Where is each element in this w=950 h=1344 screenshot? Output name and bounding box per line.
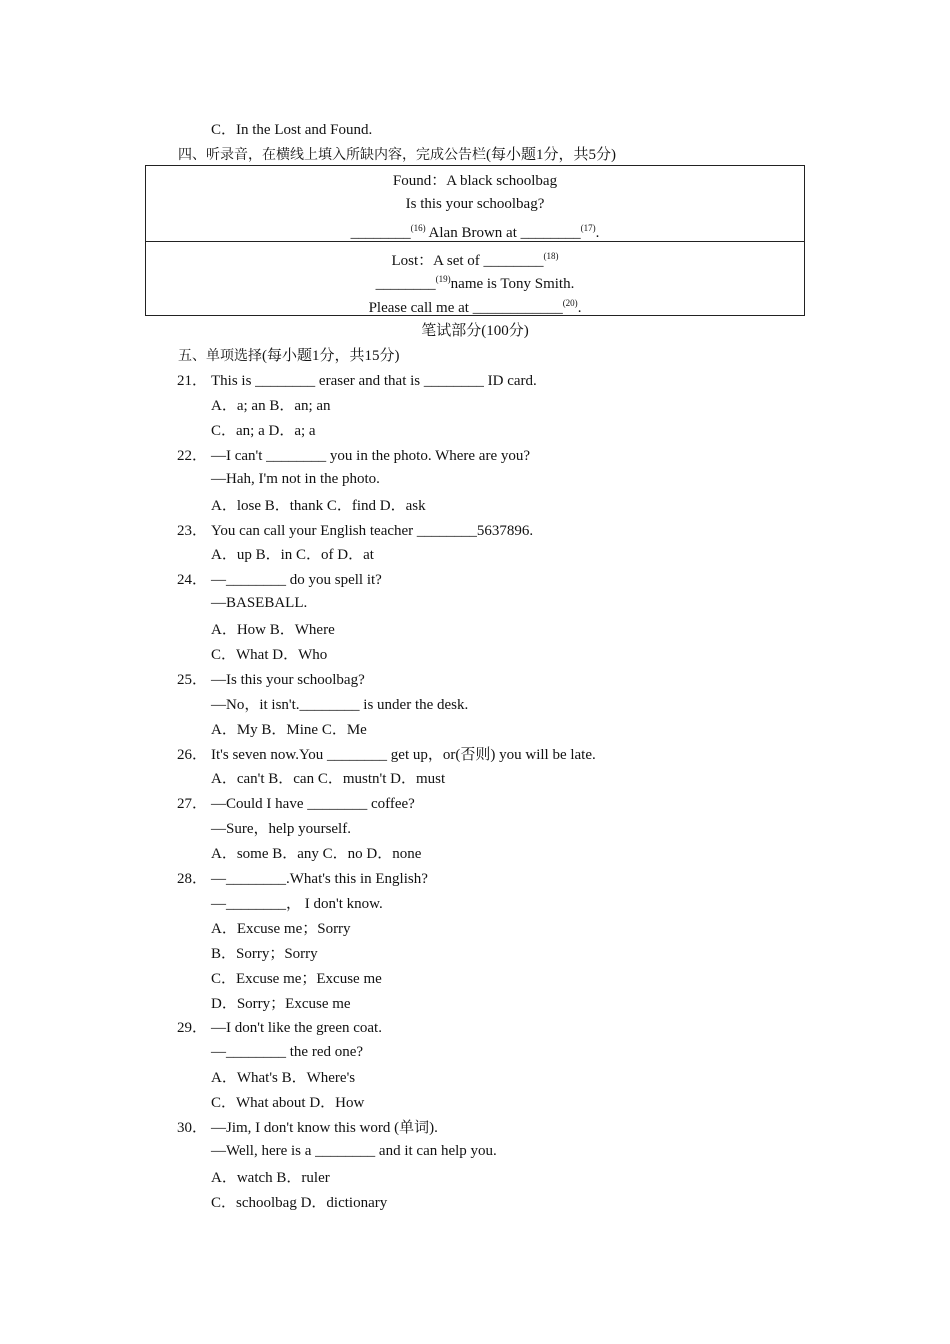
question-stem	[177, 795, 415, 813]
answer-options[interactable]: C．an; a D．a; a	[211, 423, 316, 439]
answer-options[interactable]: C．What D．Who	[211, 647, 328, 663]
lost-text: Please call me at	[368, 300, 473, 316]
question-stem	[177, 746, 596, 764]
question-stem	[177, 447, 530, 465]
question-number: 26．	[177, 747, 208, 763]
blank[interactable]: ________	[350, 225, 411, 241]
notice-board	[145, 165, 805, 316]
answer-options[interactable]: D．Sorry；Excuse me	[211, 996, 351, 1012]
answer-options[interactable]: C．Excuse me；Excuse me	[211, 971, 382, 987]
blank[interactable]: ________	[375, 276, 436, 292]
question-text: —Hah, I'm not in the photo.	[211, 471, 380, 487]
lost-text: name is Tony Smith.	[450, 276, 575, 292]
question-text: —________， I don't know.	[211, 896, 383, 912]
found-end: .	[595, 225, 600, 241]
question-stem	[177, 870, 428, 888]
found-line-3	[146, 219, 804, 242]
question-stem	[177, 1019, 382, 1037]
question-text: —BASEBALL.	[211, 595, 308, 611]
section-5-score: (每小题1分，共15分)	[262, 348, 400, 364]
lost-end: .	[577, 300, 582, 316]
blank-number: (16)	[410, 223, 426, 233]
found-title: Found：A black schoolbag	[392, 173, 558, 189]
blank[interactable]: ________	[483, 253, 544, 269]
question-text: You can call your English teacher ________5637896.	[211, 523, 534, 539]
option-line: C．In the Lost and Found.	[211, 122, 373, 138]
blank-number: (19)	[435, 274, 451, 284]
question-number: 21．	[177, 373, 208, 389]
question-number: 28．	[177, 871, 208, 887]
answer-options[interactable]: A．some B．any C．no D．none	[211, 846, 422, 862]
question-text: —Is this your schoolbag?	[211, 672, 365, 688]
section-5-heading	[178, 347, 400, 365]
section-5-title: 五、单项选择	[178, 348, 262, 364]
question-number: 23．	[177, 523, 208, 539]
found-question: Is this your schoolbag?	[405, 196, 545, 212]
answer-options[interactable]: A．watch B．ruler	[211, 1170, 330, 1186]
lost-title	[146, 247, 804, 270]
question-number: 27．	[177, 796, 208, 812]
answer-options[interactable]: A．Excuse me；Sorry	[211, 921, 351, 937]
written-part-heading: 笔试部分(100分)	[421, 323, 529, 339]
answer-options[interactable]: A．a; an B．an; an	[211, 398, 331, 414]
lost-line-3	[146, 294, 804, 317]
blank-number: (17)	[580, 223, 596, 233]
answer-options[interactable]: A．up B．in C．of D．at	[211, 547, 374, 563]
question-stem	[177, 522, 533, 540]
question-text: —Well, here is a ________ and it can help you.	[211, 1143, 497, 1159]
question-text: It's seven now.You ________ get up，or(否则) you will be late.	[211, 747, 596, 763]
question-text: —Jim, I don't know this word (单词).	[211, 1120, 438, 1136]
section-4-title: 四、听录音，在横线上填入所缺内容，完成公告栏	[178, 147, 486, 163]
answer-options[interactable]: A．lose B．thank C．find D．ask	[211, 498, 426, 514]
answer-options[interactable]: C．What about D．How	[211, 1095, 365, 1111]
section-4-heading	[178, 146, 616, 164]
notice-divider	[146, 241, 804, 242]
question-number: 24．	[177, 572, 208, 588]
lost-title-text: Lost：A set of	[391, 253, 484, 269]
question-number: 22．	[177, 448, 208, 464]
question-stem	[177, 1119, 438, 1137]
question-number: 29．	[177, 1020, 208, 1036]
blank-number: (18)	[543, 251, 559, 261]
answer-options[interactable]: A．can't B．can C．mustn't D．must	[211, 771, 446, 787]
section-4-score: (每小题1分，共5分)	[486, 147, 616, 163]
question-number: 30．	[177, 1120, 208, 1136]
question-text: —Sure，help yourself.	[211, 821, 351, 837]
question-text: —No，it isn't.________ is under the desk.	[211, 697, 469, 713]
answer-options[interactable]: B．Sorry；Sorry	[211, 946, 318, 962]
question-stem	[177, 671, 365, 689]
question-text: —Could I have ________ coffee?	[211, 796, 415, 812]
answer-options[interactable]: A．My B．Mine C．Me	[211, 722, 367, 738]
question-text: This is ________ eraser and that is ________ ID card.	[211, 373, 537, 389]
question-text: —________ the red one?	[211, 1044, 364, 1060]
question-number: 25．	[177, 672, 208, 688]
blank-number: (20)	[562, 298, 578, 308]
lost-line-2	[146, 270, 804, 293]
question-text: —I can't ________ you in the photo. Where are you?	[211, 448, 531, 464]
answer-options[interactable]: A．How B．Where	[211, 622, 335, 638]
question-stem	[177, 571, 382, 589]
question-text: —________.What's this in English?	[211, 871, 428, 887]
answer-options[interactable]: A．What's B．Where's	[211, 1070, 356, 1086]
question-text: —________ do you spell it?	[211, 572, 382, 588]
blank[interactable]: ________	[520, 225, 581, 241]
question-stem	[177, 372, 537, 390]
question-text: —I don't like the green coat.	[211, 1020, 382, 1036]
answer-options[interactable]: C．schoolbag D．dictionary	[211, 1195, 388, 1211]
found-text: Alan Brown at	[425, 225, 521, 241]
blank[interactable]: ____________	[472, 300, 563, 316]
